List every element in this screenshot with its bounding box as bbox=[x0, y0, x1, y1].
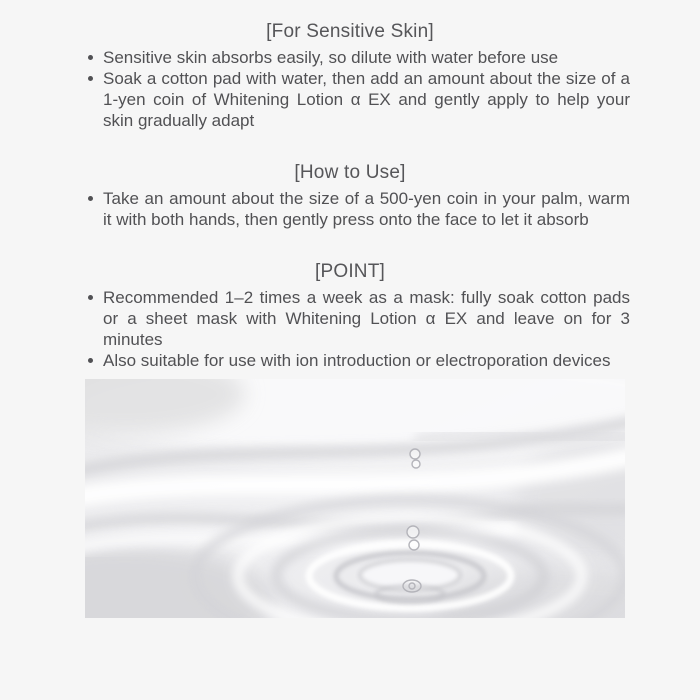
bullet-list-point bbox=[85, 287, 630, 371]
section-for-sensitive-skin bbox=[0, 21, 700, 131]
section-heading-how-to-use: [How to Use] bbox=[294, 162, 406, 183]
section-point bbox=[0, 261, 700, 371]
water-ripple-photo bbox=[85, 379, 625, 618]
bullet-item: Also suitable for use with ion introduction or electroporation devices bbox=[85, 350, 630, 371]
bullet-item: Recommended 1–2 times a week as a mask: fully soak cotton pads or a sheet mask with Whitening Lotion α EX and leave on for 3 minutes bbox=[85, 287, 630, 350]
bullet-item: Take an amount about the size of a 500-yen coin in your palm, warm it with both hands, then gently press onto the face to let it absorb bbox=[85, 188, 630, 230]
bullet-list-how-to-use bbox=[85, 188, 630, 230]
bullet-item: Soak a cotton pad with water, then add an amount about the size of a 1-yen coin of Whitening Lotion α EX and gently apply to help your skin gradually adapt bbox=[85, 68, 630, 131]
bullet-list-for-sensitive-skin bbox=[85, 47, 630, 131]
section-heading-point: [POINT] bbox=[314, 261, 385, 282]
water-ripple-image bbox=[85, 379, 625, 618]
section-how-to-use bbox=[0, 162, 700, 230]
bullet-item: Sensitive skin absorbs easily, so dilute with water before use bbox=[85, 47, 630, 68]
section-heading-for-sensitive-skin: [For Sensitive Skin] bbox=[266, 21, 434, 42]
